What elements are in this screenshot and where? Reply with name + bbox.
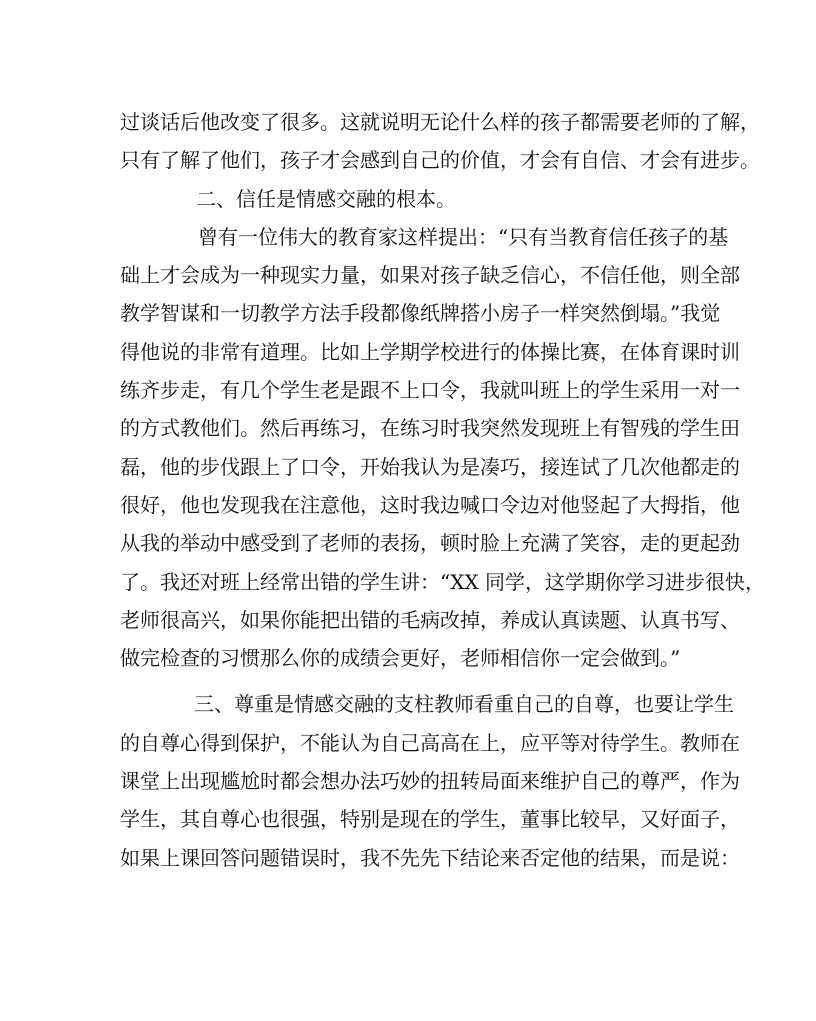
text-line: 如果上课回答问题错误时，我不先先下结论来否定他的结果，而是说： bbox=[120, 845, 740, 870]
text-line: 磊，他的步伐跟上了口令，开始我认为是凑巧，接连试了几次他都走的 bbox=[120, 454, 740, 479]
text-line: 从我的举动中感受到了老师的表扬，顿时脸上充满了笑容，走的更起劲 bbox=[120, 531, 740, 556]
text-line: 的自尊心得到保护，不能认为自己高高在上，应平等对待学生。教师在 bbox=[120, 730, 740, 755]
text-line: 的方式教他们。然后再练习，在练习时我突然发现班上有智残的学生田 bbox=[120, 416, 740, 441]
text-line: 教学智谋和一切教学方法手段都像纸牌搭小房子一样突然倒塌。”我觉 bbox=[120, 301, 721, 326]
text-line: 过谈话后他改变了很多。这就说明无论什么样的孩子都需要老师的了解， bbox=[120, 110, 760, 134]
text-line: 做完检查的习惯那么你的成绩会更好，老师相信你一定会做到。” bbox=[120, 646, 681, 671]
paragraph-first-line: 曾有一位伟大的教育家这样提出：“只有当教育信任孩子的基 bbox=[198, 224, 729, 249]
text-line: 学生，其自尊心也很强，特别是现在的学生，董事比较早，又好面子， bbox=[120, 807, 740, 832]
text-line: 只有了解了他们，孩子才会感到自己的价值，才会有自信、才会有进步。 bbox=[120, 148, 760, 173]
section-heading: 三、尊重是情感交融的支柱教师看重自己的自尊，也要让学生 bbox=[194, 692, 734, 717]
section-heading: 二、信任是情感交融的根本。 bbox=[196, 186, 456, 211]
text-line: 老师很高兴，如果你能把出错的毛病改掉，养成认真读题、认真书写、 bbox=[120, 607, 740, 632]
text-line: 了。我还对班上经常出错的学生讲：“XX 同学，这学期你学习进步很快， bbox=[120, 569, 766, 594]
text-line: 础上才会成为一种现实力量，如果对孩子缺乏信心，不信任他，则全部 bbox=[120, 263, 740, 288]
text-line: 课堂上出现尴尬时都会想办法巧妙的扭转局面来维护自己的尊严，作为 bbox=[120, 769, 740, 794]
text-line: 很好，他也发现我在注意他，这时我边喊口令边对他竖起了大拇指，他 bbox=[120, 492, 740, 517]
text-line: 得他说的非常有道理。比如上学期学校进行的体操比赛，在体育课时训 bbox=[120, 339, 740, 364]
paragraph-spacer bbox=[120, 677, 700, 685]
body-text bbox=[120, 103, 766, 877]
text-line: 练齐步走，有几个学生老是跟不上口令，我就叫班上的学生采用一对一 bbox=[120, 378, 740, 403]
